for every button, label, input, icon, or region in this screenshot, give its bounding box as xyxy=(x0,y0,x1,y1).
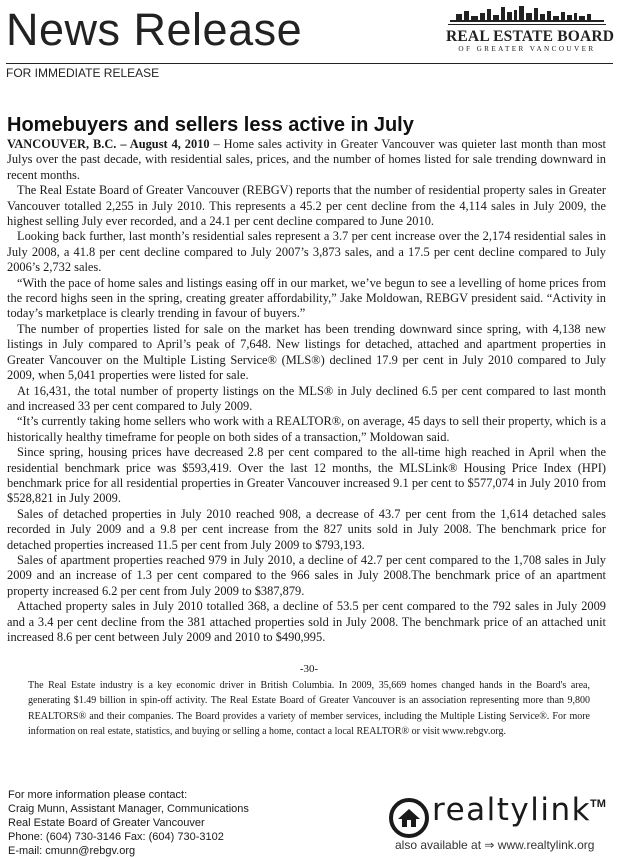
contact-email[interactable]: E-mail: cmunn@rebgv.org xyxy=(8,845,136,857)
paragraph: “It’s currently taking home sellers who work with a REALTOR®, on average, 45 days to sell their property, which is a historically healthy timeframe for people on both sides of a transaction,” Moldowan said. xyxy=(7,414,606,444)
header-divider xyxy=(6,63,613,64)
paragraph: The number of properties listed for sale on the market has been trending downward since spring, with 4,138 new listings in July compared to April’s peak of 7,648. New listings for detached, attached and apartment properties in Greater Vancouver on the Multiple Listing Service® (MLS®) declined 17.9 per cent in July 2010 compared to July 2009, when 5,041 properties were listed for sale. xyxy=(7,321,606,383)
contact-intro: For more information please contact: xyxy=(8,789,188,801)
paragraph: Looking back further, last month’s residential sales represent a 3.7 per cent increase over the 2,174 residential sales in July 2008, a 41.8 per cent decline compared to July 2007’s 3,873 sales, and a 17.5 per cent decline compared to July 2006’s 2,732 sales. xyxy=(7,229,606,275)
logo-subtitle: OF GREATER VANCOUVER xyxy=(458,45,596,53)
paragraph: At 16,431, the total number of property listings on the MLS® in July declined 6.5 per cent compared to last month and increased 33 per cent compared to July 2009. xyxy=(7,383,606,413)
paragraph: “With the pace of home sales and listings easing off in our market, we’ve begun to see a levelling of home prices from the record highs seen in the spring, creating greater affordability,” Jake Moldowan, REBGV president said. “Activity in today’s marketplace is clearly trending in favour of buyers.” xyxy=(7,275,606,321)
paragraph: Attached property sales in July 2010 totalled 368, a decline of 53.5 per cent compared to the 792 sales in July 2009 and a 3.4 per cent decline from the 381 attached properties sold in July 2008. The benchmark price of an attached unit increased 8.6 per cent between July 2009 and 2010 to $490,995. xyxy=(7,599,606,644)
house-circle-logo-icon xyxy=(388,797,430,839)
paragraph: Sales of detached properties in July 2010 reached 908, a decrease of 43.7 per cent from the 1,614 detached sales recorded in July 2009 and a 9.8 per cent increase from the 827 units sold in July 2008. The benchmark price for detached properties increased 11.5 per cent from July 2009 to $793,193. xyxy=(7,506,606,552)
logo-name: REAL ESTATE BOARD xyxy=(446,28,615,45)
contact-name: Craig Munn, Assistant Manager, Communications xyxy=(8,803,249,815)
dateline: VANCOUVER, B.C. – August 4, 2010 xyxy=(7,137,210,151)
skyline-logo-icon xyxy=(446,4,608,30)
trademark-mark: TM xyxy=(590,798,606,810)
contact-org: Real Estate Board of Greater Vancouver xyxy=(8,817,205,829)
end-mark: -30- xyxy=(299,663,319,675)
release-note: FOR IMMEDIATE RELEASE xyxy=(6,66,160,80)
lead-paragraph xyxy=(7,137,606,183)
page-title: News Release xyxy=(6,4,303,55)
paragraph: The Real Estate Board of Greater Vancouver (REBGV) reports that the number of residential property sales in Greater Vancouver totalled 2,255 in July 2010. This represents a 45.2 per cent decline from the 4,114 sales in July 2009, the highest selling July ever recorded, and a 24.1 per cent decline compared to June 2010. xyxy=(7,183,606,229)
realtylink-url[interactable]: also available at ⇒ www.realtylink.org xyxy=(395,838,595,852)
contact-phone: Phone: (604) 730-3146 Fax: (604) 730-3102 xyxy=(8,831,224,843)
paragraph: Since spring, housing prices have decreased 2.8 per cent compared to the all-time high reached in April when the residential benchmark price was $593,419. Over the last 12 months, the MLSLink® Housing Price Index (HPI) benchmark price for all residential properties in Greater Vancouver increased 9.1 per cent to $577,074 in July 2010 from $528,821 in July 2009. xyxy=(7,445,606,506)
rebgv-logo xyxy=(446,4,615,60)
article-body xyxy=(7,137,606,645)
contact-block xyxy=(8,788,249,858)
boilerplate: The Real Estate industry is a key economic driver in British Columbia. In 2009, 35,669 homes changed hands in the Board's area, generating $1.49 billion in spin-off activity. The Real Estate Board of Greater Vancouver is an association representing more than 9,800 REALTORS® and their companies. The Board provides a variety of member services, including the Multiple Listing Service®. For more information on real estate, statistics, and buying or selling a home, contact a local REALTOR® or visit www.rebgv.org. xyxy=(28,680,590,737)
realtylink-wordmark: realtylink xyxy=(432,792,592,828)
paragraph: Sales of apartment properties reached 979 in July 2010, a decline of 42.7 per cent compared to the 1,708 sales in July 2009 and an increase of 1.3 per cent compared to the 966 sales in July 2008.The benchmark price of an apartment property increased 6.2 per cent from July 2009 to $387,879. xyxy=(7,552,606,598)
headline: Homebuyers and sellers less active in July xyxy=(7,114,414,136)
lead-text: – Home sales activity in Greater Vancouver was quieter last month than most Julys over the past decade, with residential sales, prices, and the number of homes listed for sale trending downward in recent months. xyxy=(7,137,606,182)
